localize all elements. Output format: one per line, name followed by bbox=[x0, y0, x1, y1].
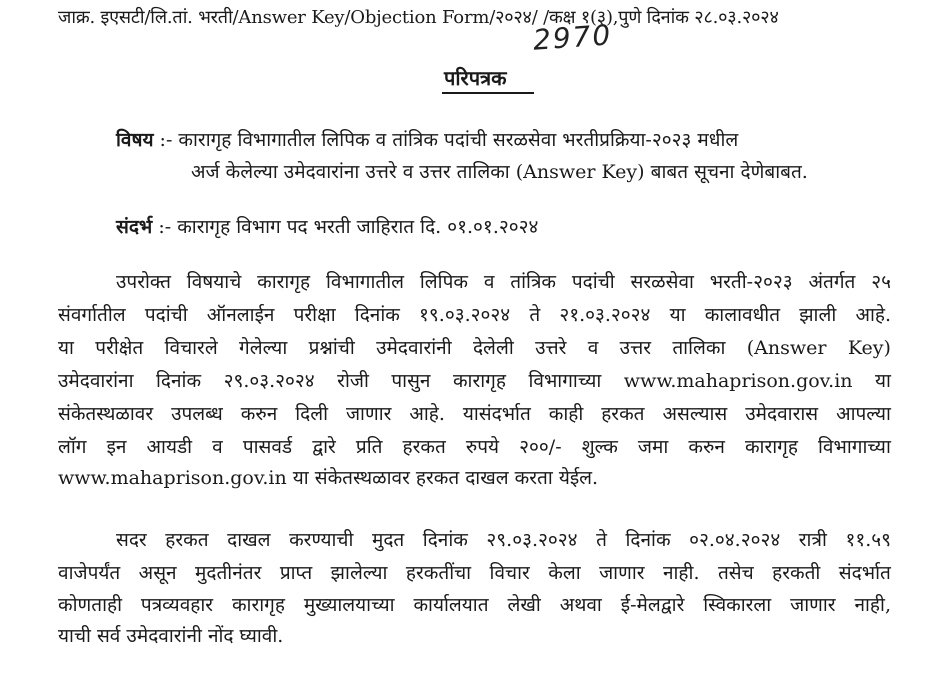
paragraph-line: या परीक्षेत विचारले गेलेल्या प्रश्नांची उमेदवारांनी देलेली उत्तरे व उत्तर तालिका (Answer Key) bbox=[58, 337, 891, 359]
subject-text-1: :- कारागृह विभागातील लिपिक व तांत्रिक पदांची सरळसेवा भरतीप्रक्रिया-२०२३ मधील bbox=[159, 129, 739, 151]
title-underline bbox=[442, 92, 534, 94]
subject-line-2: अर्ज केलेल्या उमेदवारांना उत्तरे व उत्तर तालिका (Answer Key) बाबत सूचना देणेबाबत. bbox=[191, 161, 808, 183]
paragraph-line: सदर हरकत दाखल करण्याची मुदत दिनांक २९.०३.२०२४ ते दिनांक ०२.०४.२०२४ रात्री ११.५९ bbox=[116, 529, 891, 551]
paragraph-line: संकेतस्थळावर उपलब्ध करुन दिली जाणार आहे. यासंदर्भात काही हरकत असल्यास उमेदवारास आपल्या bbox=[58, 403, 891, 425]
subject-label: विषय bbox=[116, 129, 154, 151]
handwritten-number: 2970 bbox=[531, 18, 614, 57]
subject-line-1 bbox=[116, 128, 738, 152]
reference-number-line: जाक्र. इएसटी/लि.तां. भरती/Answer Key/Objection Form/२०२४/ /कक्ष १(३),पुणे दिनांक २८.०३.२०२४ bbox=[58, 7, 779, 28]
paragraph-line: कोणताही पत्रव्यवहार कारागृह मुख्यालयाच्या कार्यालयात लेखी अथवा ई-मेलद्वारे स्विकारला जाणार नाही, bbox=[58, 594, 891, 616]
paragraph-line: लॉग इन आयडी व पासवर्ड द्वारे प्रति हरकत रुपये २००/- शुल्क जमा करुन कारागृह विभागाच्या bbox=[58, 436, 891, 458]
document-title: परिपत्रक bbox=[444, 66, 507, 90]
paragraph-line: उपरोक्त विषयाचे कारागृह विभागातील लिपिक व तांत्रिक पदांची सरळसेवा भरती-२०२३ अंतर्गत २५ bbox=[116, 271, 891, 293]
paragraph-line: याची सर्व उमेदवारांनी नोंद घ्यावी. bbox=[58, 625, 284, 647]
paragraph-line: उमेदवारांना दिनांक २९.०३.२०२४ रोजी पासुन कारागृह विभागाच्या www.mahaprison.gov.in या bbox=[58, 370, 891, 392]
reference-text: :- कारागृह विभाग पद भरती जाहिरात दि. ०१.०१.२०२४ bbox=[158, 216, 539, 238]
paragraph-line: संवर्गातील पदांची ऑनलाईन परीक्षा दिनांक १९.०३.२०२४ ते २१.०३.२०२४ या कालावधीत झाली आहे. bbox=[58, 304, 891, 326]
paragraph-line: वाजेपर्यंत असून मुदतीनंतर प्राप्त झालेल्या हरकतींचा विचार केला जाणार नाही. तसेच हरकती संदर्भात bbox=[58, 562, 891, 584]
reference-label: संदर्भ bbox=[116, 216, 153, 238]
reference-line bbox=[116, 215, 538, 239]
paragraph-line: www.mahaprison.gov.in या संकेतस्थळावर हरकत दाखल करता येईल. bbox=[58, 467, 599, 489]
